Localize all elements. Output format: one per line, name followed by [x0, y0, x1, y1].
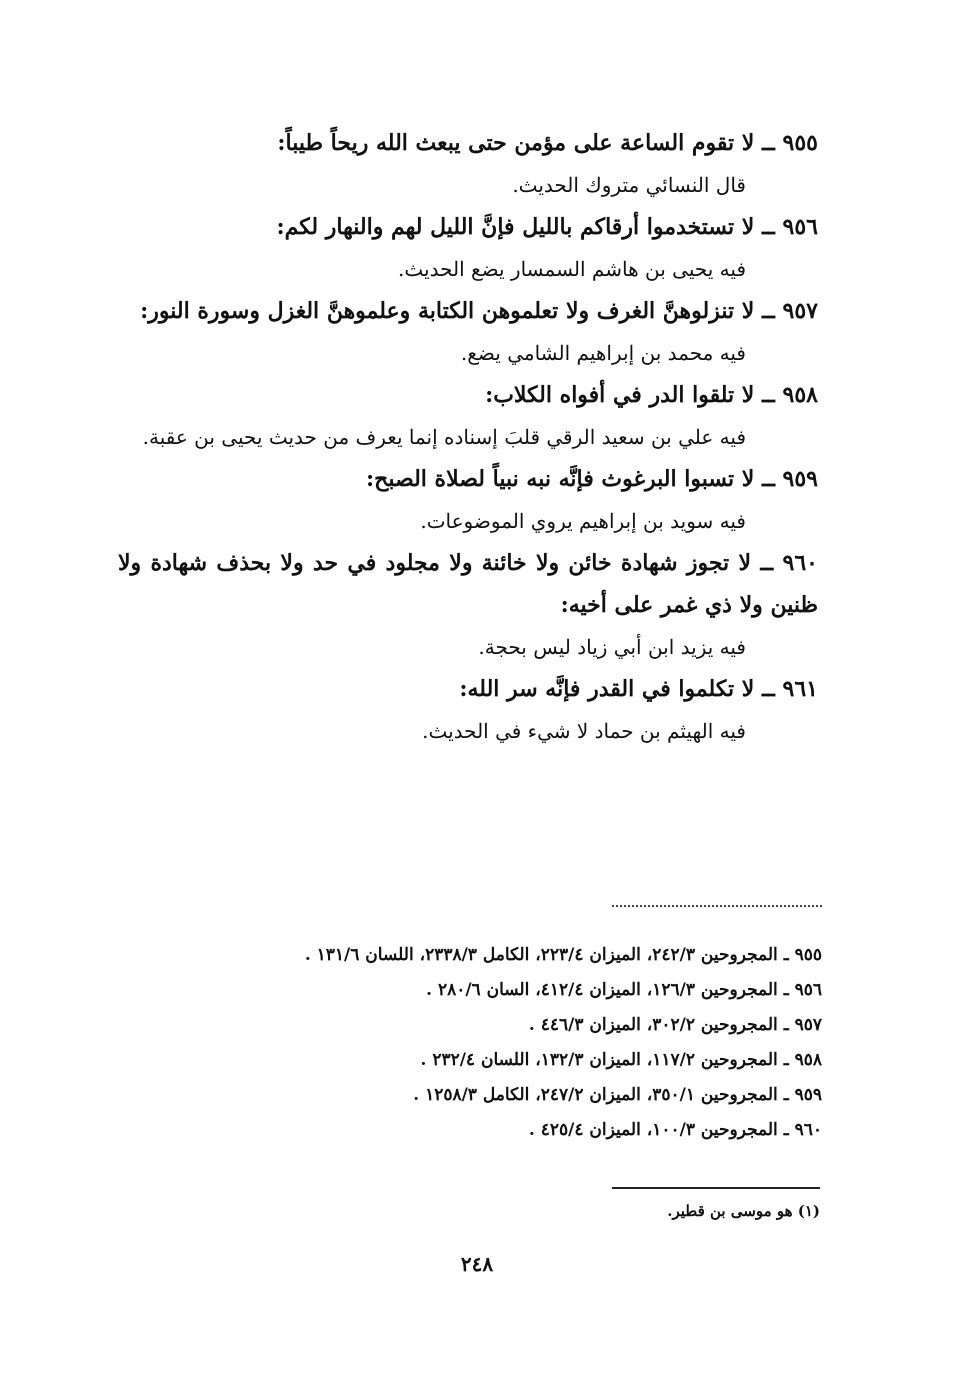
hadith-text: ٩٦٠ ــ لا تجوز شهادة خائن ولا خائنة ولا مجلود في حد ولا بحذف شهادة ولا ظنين ولا ذي غمر على أخيه: — [118, 550, 818, 618]
hadith-entry-958 — [118, 374, 818, 458]
hadith-comment: قال النسائي متروك الحديث. — [512, 173, 746, 197]
hadith-comment: فيه علي بن سعيد الرقي قلبَ إسناده إنما يعرف من حديث يحيى بن عقبة. — [142, 425, 746, 449]
hadith-text: ٩٥٧ ــ لا تنزلوهنَّ الغرف ولا تعلموهن الكتابة وعلموهنَّ الغزل وسورة النور: — [140, 298, 818, 324]
hadith-entry-957 — [118, 290, 818, 374]
hadith-entry-960 — [118, 542, 818, 668]
main-text — [118, 122, 818, 752]
hadith-text: ٩٦١ ــ لا تكلموا في القدر فإنَّه سر الله: — [459, 676, 818, 702]
hadith-entry-956 — [118, 206, 818, 290]
footnote-rule — [612, 1187, 820, 1189]
hadith-text: ٩٥٨ ــ لا تلقوا الدر في أفواه الكلاب: — [485, 382, 818, 408]
hadith-comment: فيه محمد بن إبراهيم الشامي يضع. — [460, 341, 746, 365]
hadith-comment: فيه سويد بن إبراهيم يروي الموضوعات. — [420, 509, 746, 533]
reference-line: ٩٥٦ ـ المجروحين ١٢٦/٣، الميزان ٤١٢/٤، السان ٢٨٠/٦ . — [426, 980, 822, 1000]
reference-line: ٩٥٧ ـ المجروحين ٣٠٢/٢، الميزان ٤٤٦/٣ . — [528, 1015, 822, 1035]
reference-line: ٩٥٨ ـ المجروحين ١١٧/٢، الميزان ١٣٢/٣، اللسان ٢٣٢/٤ . — [420, 1050, 822, 1070]
hadith-comment: فيه الهيثم بن حماد لا شيء في الحديث. — [422, 719, 746, 743]
reference-line: ٩٦٠ ـ المجروحين ١٠٠/٣، الميزان ٤٢٥/٤ . — [528, 1120, 822, 1140]
reference-line: ٩٥٩ ـ المجروحين ٣٥٠/١، الميزان ٢٤٧/٢، الكامل ١٢٥٨/٣ . — [413, 1085, 822, 1105]
dotted-separator — [612, 905, 822, 907]
references-list — [130, 938, 822, 1148]
footnote: (١) هو موسى بن قطير. — [667, 1202, 820, 1220]
hadith-entry-955 — [118, 122, 818, 206]
hadith-comment: فيه يحيى بن هاشم السمسار يضع الحديث. — [398, 257, 746, 281]
reference-line: ٩٥٥ ـ المجروحين ٢٤٢/٣، الميزان ٢٢٣/٤، الكامل ٢٣٣٨/٣، اللسان ١٣١/٦ . — [304, 945, 822, 965]
hadith-entry-959 — [118, 458, 818, 542]
page-number: ٢٤٨ — [460, 1252, 494, 1276]
hadith-comment: فيه يزيد ابن أبي زياد ليس بحجة. — [478, 635, 746, 659]
hadith-text: ٩٥٦ ــ لا تستخدموا أرقاكم بالليل فإنَّ الليل لهم والنهار لكم: — [276, 214, 818, 240]
hadith-text: ٩٥٩ ــ لا تسبوا البرغوث فإنَّه نبه نبياً لصلاة الصبح: — [366, 466, 818, 492]
hadith-text: ٩٥٥ ــ لا تقوم الساعة على مؤمن حتى يبعث الله ريحاً طيباً: — [277, 130, 818, 156]
hadith-entry-961 — [118, 668, 818, 752]
